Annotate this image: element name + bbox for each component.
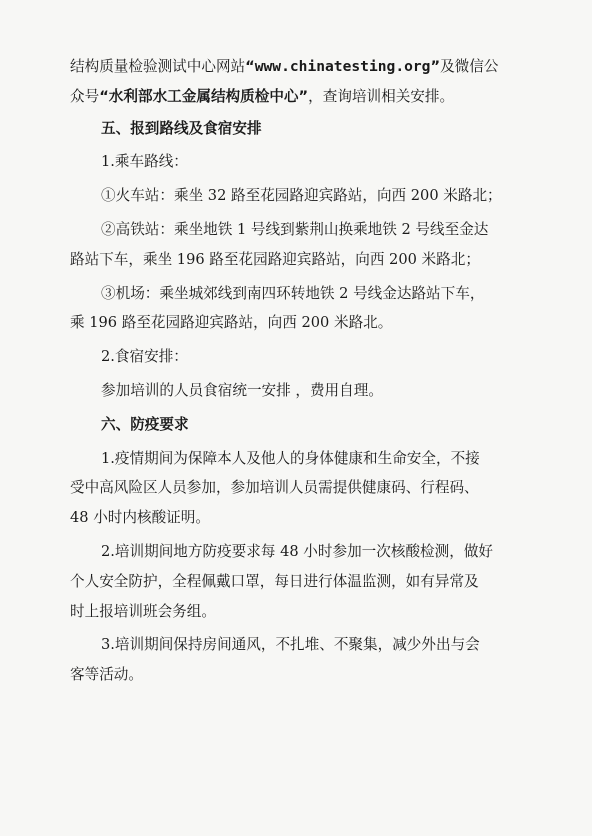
epidemic-item-3-line1: 3.培训期间保持房间通风，不扎堆、不聚集，减少外出与会: [101, 636, 480, 654]
website-url: www.chinatesting.org: [254, 58, 431, 75]
document-body: [70, 52, 530, 690]
section-heading-5: 五、报到路线及食宿安排: [101, 119, 262, 137]
paragraph-line: [70, 52, 530, 82]
accommodation-text: 参加培训的人员食宿统一安排 ，费用自理。: [101, 381, 383, 399]
epidemic-item-3-line2: 客等活动。: [70, 666, 143, 684]
route-highspeed-line2: 路站下车，乘坐 196 路至花园路迎宾路站，向西 200 米路北；: [70, 250, 480, 268]
subheading-accommodation: 2.食宿安排：: [101, 348, 188, 366]
text-span: 众号: [70, 87, 100, 105]
section-heading-6: 六、防疫要求: [101, 415, 189, 433]
text-span: 及微信公: [440, 58, 499, 75]
epidemic-item-2-line3: 时上报培训班会务组。: [70, 602, 216, 620]
epidemic-item-2-line1: 2.培训期间地方防疫要求每 48 小时参加一次核酸检测，做好: [101, 542, 494, 560]
epidemic-item-1-line3: 48 小时内核酸证明。: [70, 509, 210, 527]
route-airport-line2: 乘 196 路至花园路迎宾路站，向西 200 米路北。: [70, 314, 393, 332]
quote-close: ”: [298, 87, 309, 105]
wechat-account-name: 水利部水工金属结构质检中心: [108, 87, 299, 105]
text-span: 结构质量检验测试中心网站: [70, 58, 246, 75]
text-span: ，查询培训相关安排。: [308, 87, 455, 105]
epidemic-item-1-line2: 受中高风险区人员参加，参加培训人员需提供健康码、行程码、: [70, 479, 479, 497]
route-train: ①火车站：乘坐 32 路至花园路迎宾路站，向西 200 米路北；: [101, 187, 502, 205]
quote-close: ”: [430, 58, 441, 75]
quote-open: “: [245, 58, 255, 75]
epidemic-item-1-line1: 1.疫情期间为保障本人及他人的身体健康和生命安全，不接: [101, 449, 480, 467]
route-highspeed-line1: ②高铁站：乘坐地铁 1 号线到紫荆山换乘地铁 2 号线至金达: [101, 220, 489, 238]
subheading-route: 1.乘车路线：: [101, 153, 188, 171]
route-airport-line1: ③机场：乘坐城郊线到南四环转地铁 2 号线金达路站下车，: [101, 284, 485, 302]
quote-open: “: [99, 87, 109, 105]
epidemic-item-2-line2: 个人安全防护，全程佩戴口罩，每日进行体温监测，如有异常及: [70, 572, 479, 590]
paragraph-line: [70, 82, 530, 112]
